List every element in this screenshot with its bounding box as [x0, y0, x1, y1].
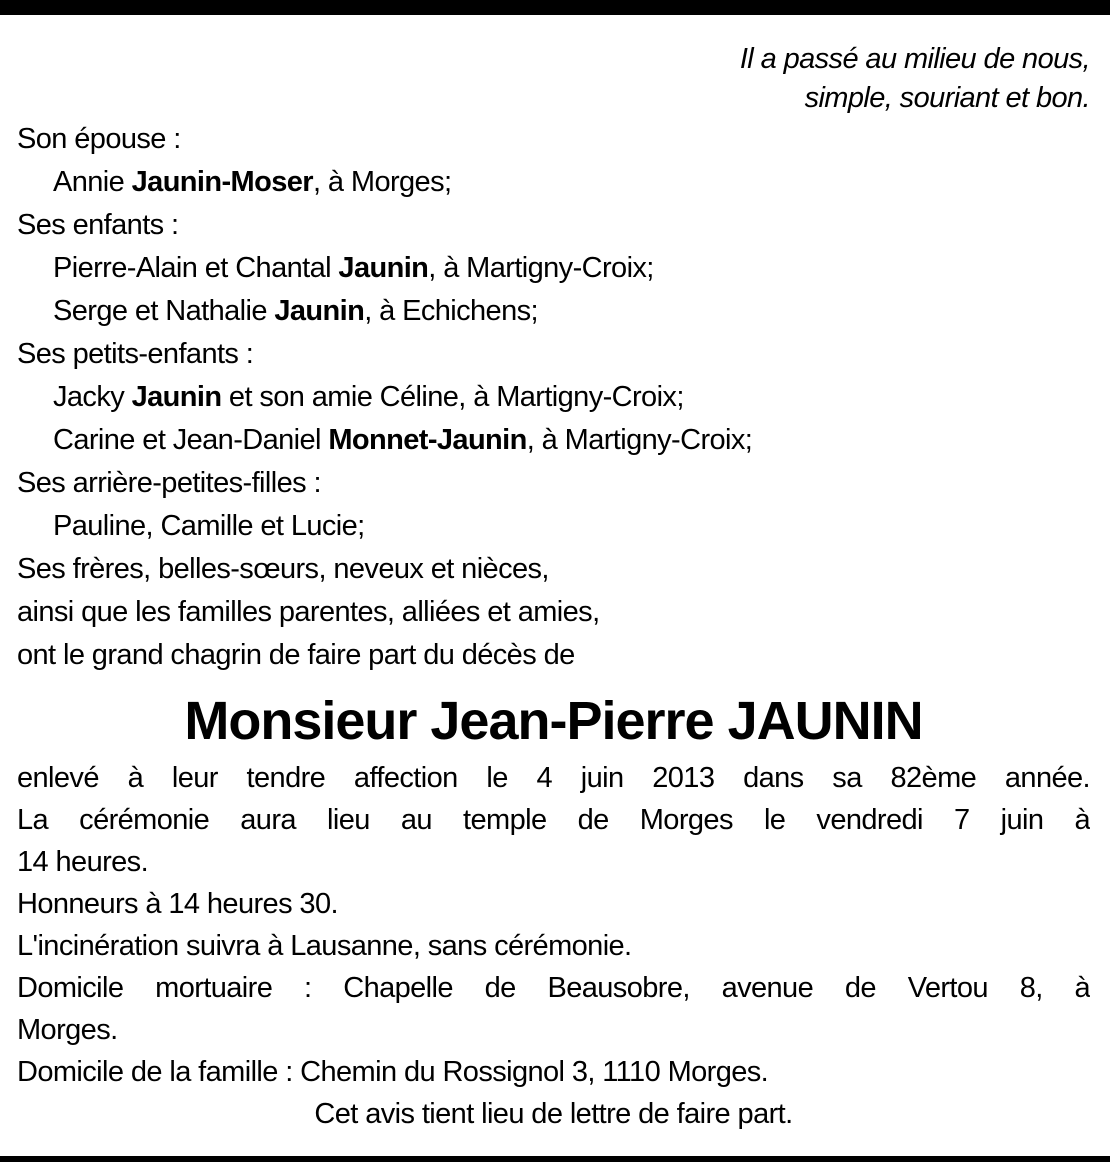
- family-text: Jacky: [53, 381, 132, 413]
- ceremony-details: [17, 757, 1090, 1093]
- family-text: Serge et Nathalie: [53, 295, 275, 327]
- family-line: [17, 290, 1090, 333]
- family-name: Jaunin: [338, 252, 429, 284]
- family-text: , à Martigny-Croix;: [526, 424, 753, 456]
- family-line: [17, 634, 1090, 677]
- family-text: ainsi que les familles parentes, alliées et amies,: [17, 596, 600, 628]
- detail-line: Morges.: [17, 1014, 118, 1046]
- family-name: Jaunin: [131, 381, 222, 413]
- family-list: [17, 118, 1090, 677]
- family-line: [17, 376, 1090, 419]
- deceased-name: Monsieur Jean-Pierre JAUNIN: [184, 691, 923, 751]
- family-line: [17, 247, 1090, 290]
- closing-note: Cet avis tient lieu de lettre de faire part.: [314, 1098, 793, 1130]
- motto-line: Il a passé au milieu de nous,: [739, 43, 1090, 75]
- family-text: Ses petits-enfants :: [17, 338, 254, 370]
- family-name: Monnet-Jaunin: [328, 424, 527, 456]
- family-line: [17, 505, 1090, 548]
- detail-line: 14 heures.: [17, 846, 149, 878]
- family-line: [17, 161, 1090, 204]
- family-line: [17, 462, 1090, 505]
- detail-line: La cérémonie aura lieu au temple de Morges le vendredi 7 juin à: [17, 804, 1090, 836]
- family-text: Ses enfants :: [17, 209, 179, 241]
- detail-line: Domicile de la famille : Chemin du Rossignol 3, 1110 Morges.: [17, 1056, 769, 1088]
- family-line: [17, 419, 1090, 462]
- family-line: [17, 118, 1090, 161]
- family-line: [17, 333, 1090, 376]
- death-notice: [17, 40, 1090, 1135]
- family-text: , à Martigny-Croix;: [428, 252, 654, 284]
- top-border: [0, 0, 1110, 15]
- family-name: Jaunin-Moser: [131, 166, 313, 198]
- family-line: [17, 548, 1090, 591]
- family-text: Carine et Jean-Daniel: [53, 424, 329, 456]
- family-line: [17, 204, 1090, 247]
- detail-line: enlevé à leur tendre affection le 4 juin 2013 dans sa 82ème année.: [17, 762, 1090, 794]
- bottom-border: [0, 1156, 1110, 1162]
- motto-line: simple, souriant et bon.: [804, 82, 1090, 114]
- family-text: Annie: [53, 166, 132, 198]
- family-line: [17, 591, 1090, 634]
- family-text: , à Echichens;: [364, 295, 538, 327]
- family-text: Son épouse :: [17, 123, 181, 155]
- family-text: Ses frères, belles-sœurs, neveux et nièces,: [17, 553, 549, 585]
- detail-line: Domicile mortuaire : Chapelle de Beausobre, avenue de Vertou 8, à: [17, 972, 1090, 1004]
- family-name: Jaunin: [274, 295, 365, 327]
- family-text: ont le grand chagrin de faire part du décès de: [17, 639, 575, 671]
- family-text: Ses arrière-petites-filles :: [17, 467, 321, 499]
- family-text: , à Morges;: [312, 166, 452, 198]
- detail-line: L'incinération suivra à Lausanne, sans cérémonie.: [17, 930, 632, 962]
- family-text: et son amie Céline, à Martigny-Croix;: [221, 381, 684, 413]
- detail-line: Honneurs à 14 heures 30.: [17, 888, 338, 920]
- family-text: Pierre-Alain et Chantal: [53, 252, 339, 284]
- family-text: Pauline, Camille et Lucie;: [53, 510, 365, 542]
- motto: [17, 40, 1090, 118]
